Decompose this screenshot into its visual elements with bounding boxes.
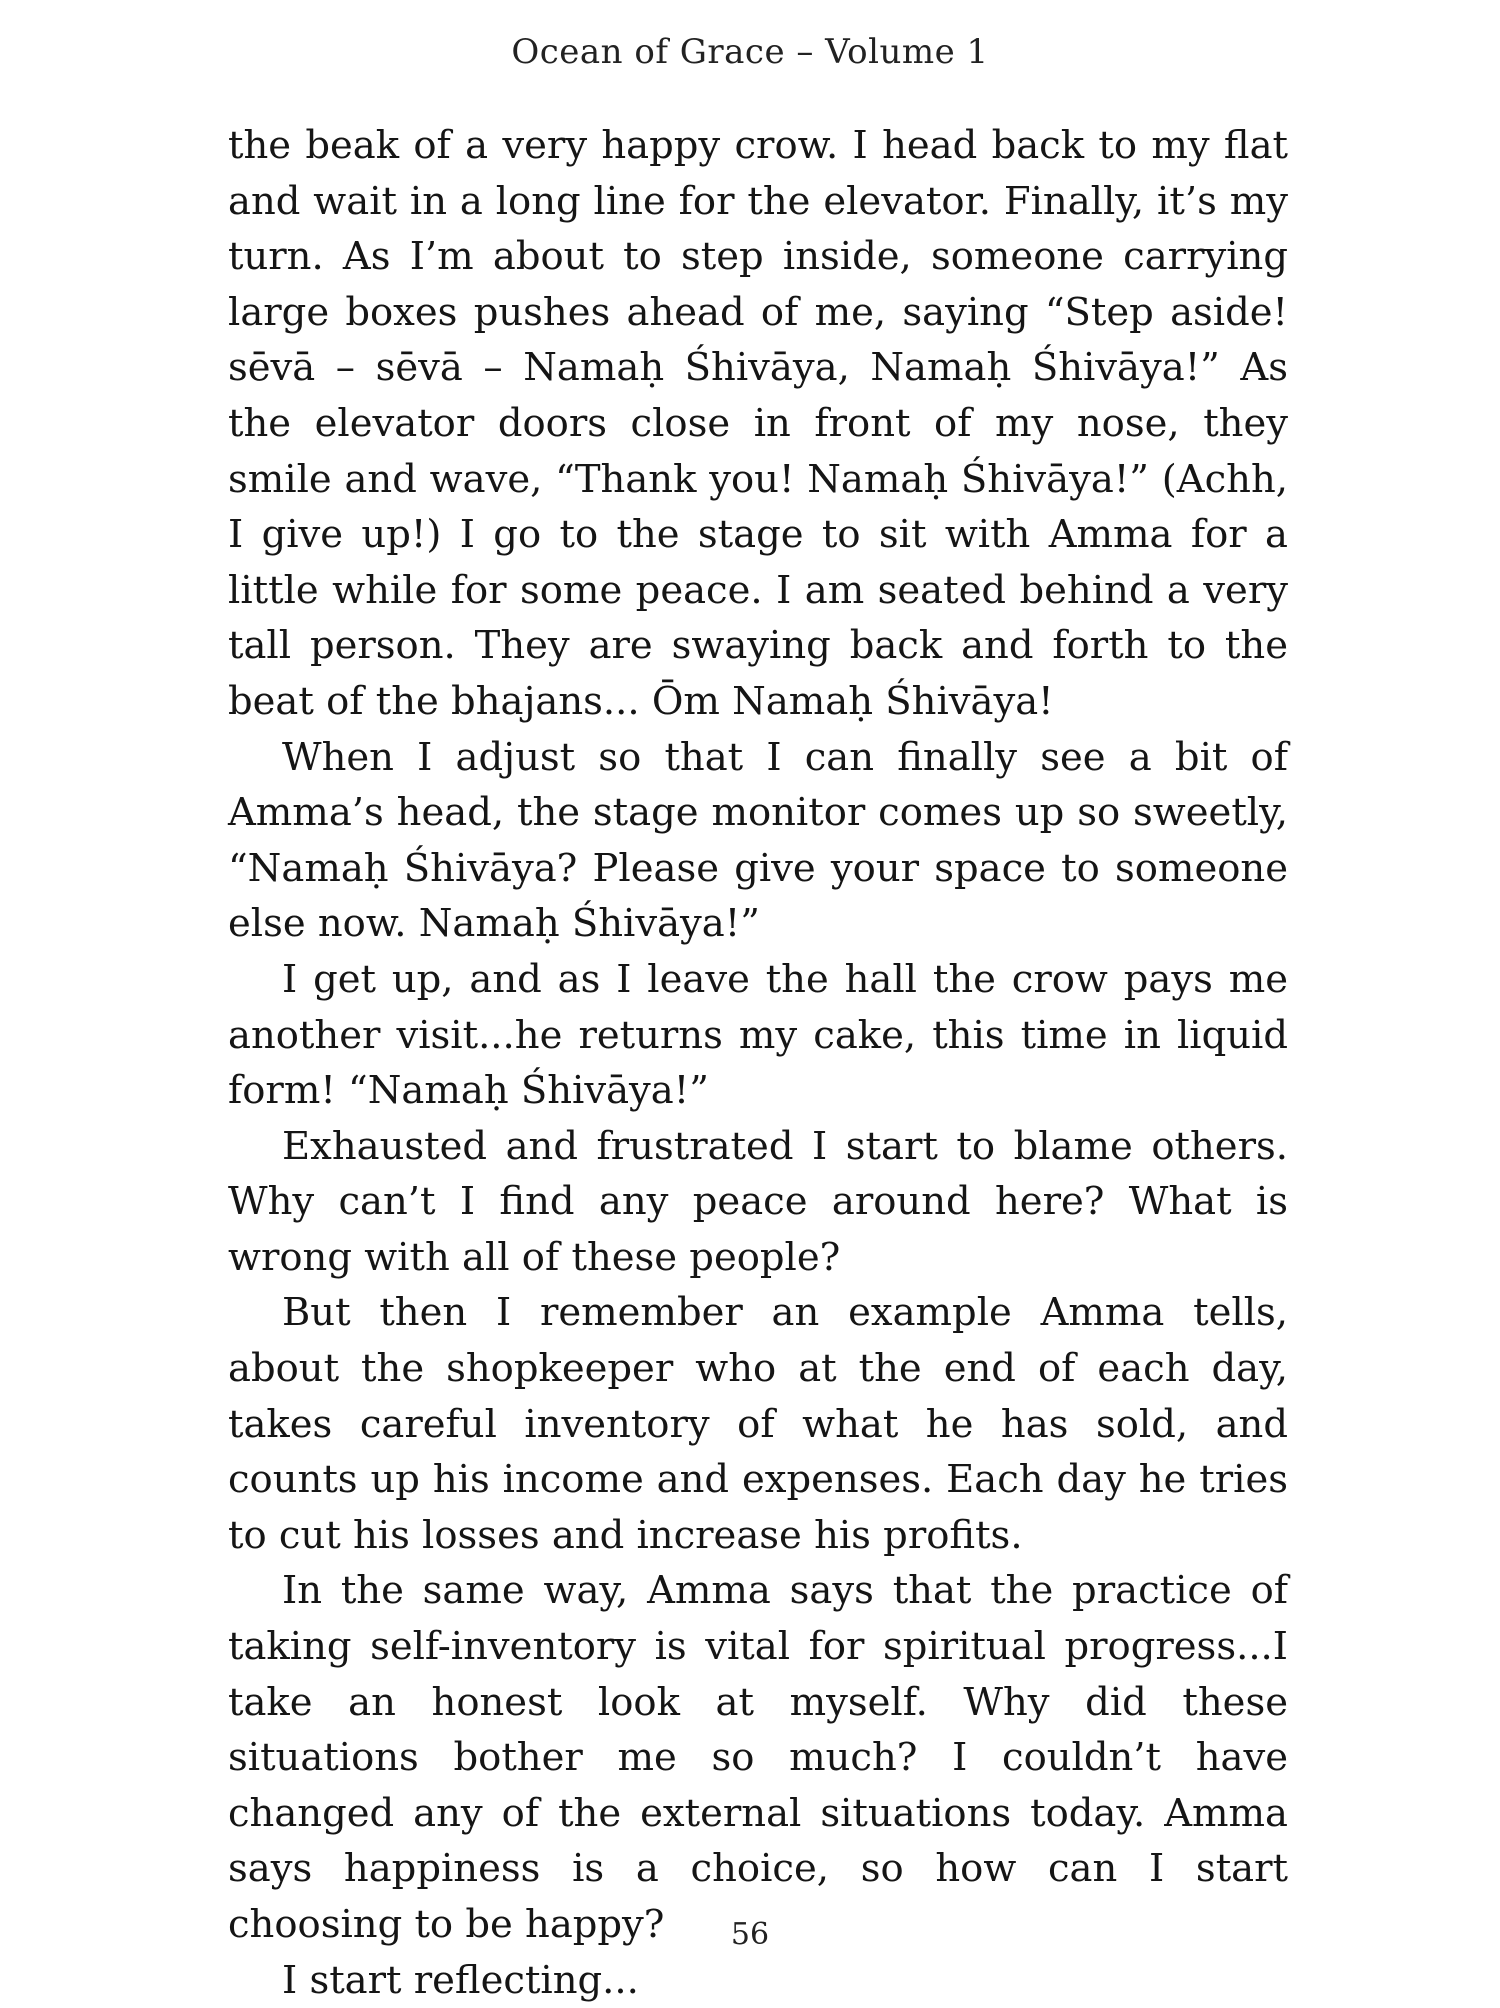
paragraph: In the same way, Amma says that the practice of taking self-inventory is vital for spiritual progress...I take an honest look at myself. Why did these situations bother me so much? I couldn’t have changed any of the external situations today. Amma says happiness is a choice, so how can I start choosing to be happy? [228, 1568, 1288, 1947]
paragraph: I get up, and as I leave the hall the crow pays me another visit...he returns my cake, this time in liquid form! “Namaḥ Śhivāya!” [228, 956, 1288, 1114]
paragraph: But then I remember an example Amma tells, about the shopkeeper who at the end of each day, takes careful inventory of what he has sold, and counts up his income and expenses. Each day he tries to cut his losses and increase his profits. [228, 1290, 1288, 1558]
paragraph-continuation: the beak of a very happy crow. I head back to my flat and wait in a long line for the elevator. Finally, it’s my turn. As I’m about to step inside, someone carrying large boxes pushes ahead of me, saying “Step aside! sēvā – sēvā – Namaḥ Śhivāya, Namaḥ Śhivāya!” As the elevator doors close in front of my nose, they smile and wave, “Thank you! Namaḥ Śhivāya!” (Achh, I give up!) I go to the stage to sit with Amma for a little while for some peace. I am seated behind a very tall person. They are swaying back and forth to the beat of the bhajans... Ōm Namaḥ Śhivāya! [228, 123, 1288, 724]
body-text [228, 118, 1288, 2008]
paragraph: Exhausted and frustrated I start to blame others. Why can’t I find any peace around here? What is wrong with all of these people? [228, 1123, 1288, 1280]
paragraph: When I adjust so that I can finally see a bit of Amma’s head, the stage monitor comes up so sweetly, “Namaḥ Śhivāya? Please give your space to someone else now. Namaḥ Śhivāya!” [228, 734, 1288, 947]
page-number: 56 [730, 1917, 770, 1952]
paragraph: I start reflecting... [282, 1957, 639, 2003]
running-head: Ocean of Grace – Volume 1 [511, 32, 989, 72]
